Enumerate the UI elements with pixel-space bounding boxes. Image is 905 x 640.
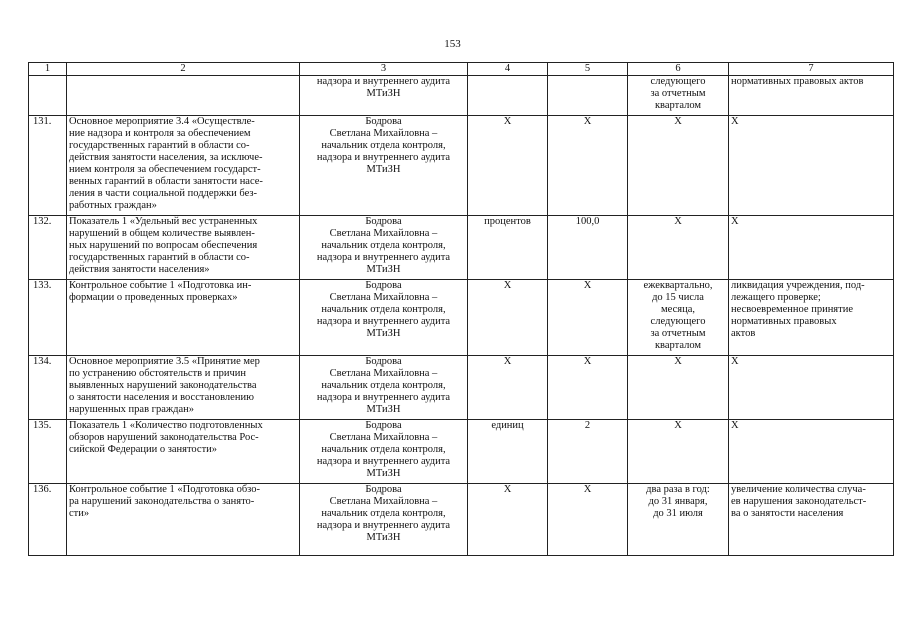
page-number: 153 (444, 38, 461, 50)
column-header: 2 (67, 63, 300, 76)
responsible-cell (300, 216, 468, 280)
activity-name-cell (67, 420, 300, 484)
activity-name-cell (67, 76, 300, 116)
term-cell-line: Х (674, 116, 682, 127)
table-row (29, 76, 894, 116)
activity-name-cell-line: сийской Федерации о занятости» (69, 444, 218, 455)
responsible-cell-line: начальник отдела контроля, (321, 508, 446, 519)
row-number-cell: 134. (29, 356, 67, 420)
note-cell-line: несвоевременное принятие (731, 304, 854, 315)
activity-name-cell-line: Показатель 1 «Количество подготовленных (69, 420, 263, 431)
responsible-cell-line: надзора и внутреннего аудита (316, 520, 451, 531)
responsible-cell-line: надзора и внутреннего аудита (316, 392, 451, 403)
note-cell-line: актов (731, 328, 756, 339)
value-cell: 100,0 (548, 216, 628, 280)
responsible-cell (300, 420, 468, 484)
unit-cell: Х (468, 280, 548, 356)
note-cell-line: ев нарушения законодательст- (731, 496, 867, 507)
value-cell (548, 76, 628, 116)
activity-name-cell-line: обзоров нарушений законодательства Рос- (69, 432, 259, 443)
activity-name-cell-line: действия занятости населения, за исключе- (69, 152, 263, 163)
term-cell (628, 116, 729, 216)
term-cell (628, 420, 729, 484)
term-cell-line: за отчетным (650, 328, 706, 339)
responsible-cell-line: МТиЗН (366, 532, 401, 543)
activity-name-cell-line: действия занятости населения» (69, 264, 210, 275)
column-header: 7 (729, 63, 894, 76)
column-header: 3 (300, 63, 468, 76)
responsible-cell-line: надзора и внутреннего аудита (316, 76, 451, 87)
activity-name-cell-line: Контрольное событие 1 «Подготовка обзо- (69, 484, 261, 495)
term-cell-line: месяца, (661, 304, 695, 315)
row-number-cell: 133. (29, 280, 67, 356)
table-row (29, 484, 894, 556)
activity-name-cell-line: нием контроля за обеспечением государст- (69, 164, 261, 175)
plan-table (28, 62, 894, 556)
activity-name-cell-line: Показатель 1 «Удельный вес устраненных (69, 216, 258, 227)
responsible-cell-line: начальник отдела контроля, (321, 444, 446, 455)
note-cell-line: Х (731, 420, 739, 431)
term-cell-line: следующего (650, 76, 706, 87)
responsible-cell-line: Бодрова (365, 116, 402, 127)
responsible-cell (300, 484, 468, 556)
term-cell (628, 280, 729, 356)
note-cell-line: Х (731, 216, 739, 227)
responsible-cell (300, 116, 468, 216)
column-header: 6 (628, 63, 729, 76)
unit-cell: процентов (468, 216, 548, 280)
responsible-cell (300, 76, 468, 116)
activity-name-cell-line: нарушений в общем количестве выявлен- (69, 228, 255, 239)
column-header: 1 (29, 63, 67, 76)
unit-cell: Х (468, 116, 548, 216)
row-number-cell: 135. (29, 420, 67, 484)
term-cell-line: Х (674, 420, 682, 431)
note-cell-line: нормативных правовых (731, 316, 837, 327)
responsible-cell-line: Бодрова (365, 356, 402, 367)
activity-name-cell-line: ных нарушений по вопросам обеспечения (69, 240, 258, 251)
activity-name-cell (67, 216, 300, 280)
term-cell-line: ежеквартально, (643, 280, 713, 291)
activity-name-cell-line: ние надзора и контроля за обеспечением (69, 128, 251, 139)
unit-cell: Х (468, 484, 548, 556)
responsible-cell-line: Светлана Михайловна – (329, 496, 438, 507)
note-cell-line: увеличение количества случа- (731, 484, 866, 495)
value-cell: Х (548, 280, 628, 356)
unit-cell: единиц (468, 420, 548, 484)
responsible-cell-line: надзора и внутреннего аудита (316, 316, 451, 327)
table-row (29, 420, 894, 484)
note-cell (729, 420, 894, 484)
note-cell (729, 280, 894, 356)
responsible-cell-line: МТиЗН (366, 264, 401, 275)
activity-name-cell-line: Основное мероприятие 3.5 «Принятие мер (69, 356, 260, 367)
responsible-cell (300, 280, 468, 356)
activity-name-cell-line: венных гарантий в области занятости насе- (69, 176, 263, 187)
activity-name-cell-line: сти» (69, 508, 90, 519)
term-cell-line: до 31 июля (653, 508, 703, 519)
table-row (29, 356, 894, 420)
responsible-cell-line: Светлана Михайловна – (329, 292, 438, 303)
note-cell (729, 76, 894, 116)
table-row (29, 280, 894, 356)
term-cell (628, 484, 729, 556)
responsible-cell-line: Светлана Михайловна – (329, 128, 438, 139)
value-cell: 2 (548, 420, 628, 484)
activity-name-cell-line: нарушенных прав граждан» (69, 404, 195, 415)
responsible-cell-line: надзора и внутреннего аудита (316, 252, 451, 263)
responsible-cell-line: МТиЗН (366, 328, 401, 339)
activity-name-cell-line: по устранению обстоятельств и причин (69, 368, 246, 379)
note-cell-line: ликвидация учреждения, под- (731, 280, 865, 291)
note-cell (729, 116, 894, 216)
responsible-cell-line: МТиЗН (366, 468, 401, 479)
term-cell-line: следующего (650, 316, 706, 327)
unit-cell (468, 76, 548, 116)
note-cell-line: Х (731, 356, 739, 367)
term-cell-line: за отчетным (650, 88, 706, 99)
responsible-cell-line: МТиЗН (366, 88, 401, 99)
term-cell-line: кварталом (654, 100, 702, 111)
value-cell: Х (548, 484, 628, 556)
term-cell (628, 216, 729, 280)
term-cell (628, 356, 729, 420)
activity-name-cell (67, 280, 300, 356)
activity-name-cell-line: ра нарушений законодательства о занято- (69, 496, 255, 507)
note-cell-line: лежащего проверке; (731, 292, 821, 303)
responsible-cell-line: начальник отдела контроля, (321, 380, 446, 391)
activity-name-cell (67, 116, 300, 216)
term-cell-line: Х (674, 216, 682, 227)
activity-name-cell (67, 484, 300, 556)
responsible-cell-line: Бодрова (365, 280, 402, 291)
unit-cell: Х (468, 356, 548, 420)
term-cell (628, 76, 729, 116)
responsible-cell-line: Светлана Михайловна – (329, 432, 438, 443)
note-cell-line: нормативных правовых актов (731, 76, 864, 87)
activity-name-cell-line: государственных гарантий в области со- (69, 140, 250, 151)
row-number-cell (29, 76, 67, 116)
responsible-cell-line: надзора и внутреннего аудита (316, 456, 451, 467)
term-cell-line: Х (674, 356, 682, 367)
responsible-cell-line: Бодрова (365, 216, 402, 227)
responsible-cell-line: начальник отдела контроля, (321, 140, 446, 151)
note-cell-line: ва о занятости населения (731, 508, 844, 519)
value-cell: Х (548, 356, 628, 420)
responsible-cell-line: начальник отдела контроля, (321, 304, 446, 315)
table-row (29, 116, 894, 216)
row-number-cell: 132. (29, 216, 67, 280)
note-cell (729, 356, 894, 420)
responsible-cell-line: Светлана Михайловна – (329, 368, 438, 379)
activity-name-cell-line: формации о проведенных проверках» (69, 292, 238, 303)
activity-name-cell (67, 356, 300, 420)
note-cell (729, 484, 894, 556)
responsible-cell-line: Бодрова (365, 420, 402, 431)
activity-name-cell-line: Основное мероприятие 3.4 «Осуществле- (69, 116, 255, 127)
term-cell-line: до 15 числа (652, 292, 704, 303)
column-header: 5 (548, 63, 628, 76)
responsible-cell-line: МТиЗН (366, 164, 401, 175)
activity-name-cell-line: Контрольное событие 1 «Подготовка ин- (69, 280, 252, 291)
activity-name-cell-line: выявленных нарушений законодательства (69, 380, 257, 391)
column-header: 4 (468, 63, 548, 76)
responsible-cell-line: начальник отдела контроля, (321, 240, 446, 251)
row-number-cell: 136. (29, 484, 67, 556)
term-cell-line: два раза в год: (646, 484, 710, 495)
note-cell (729, 216, 894, 280)
term-cell-line: кварталом (654, 340, 702, 351)
responsible-cell-line: Бодрова (365, 484, 402, 495)
responsible-cell-line: МТиЗН (366, 404, 401, 415)
responsible-cell-line: Светлана Михайловна – (329, 228, 438, 239)
term-cell-line: до 31 января, (648, 496, 708, 507)
row-number-cell: 131. (29, 116, 67, 216)
activity-name-cell-line: ления в части социальной поддержки без- (69, 188, 258, 199)
responsible-cell (300, 356, 468, 420)
activity-name-cell-line: государственных гарантий в области со- (69, 252, 250, 263)
activity-name-cell-line: о занятости населения и восстановлению (69, 392, 254, 403)
responsible-cell-line: надзора и внутреннего аудита (316, 152, 451, 163)
table-row (29, 216, 894, 280)
activity-name-cell-line: работных граждан» (69, 200, 157, 211)
value-cell: Х (548, 116, 628, 216)
note-cell-line: Х (731, 116, 739, 127)
column-number-row (29, 63, 894, 76)
